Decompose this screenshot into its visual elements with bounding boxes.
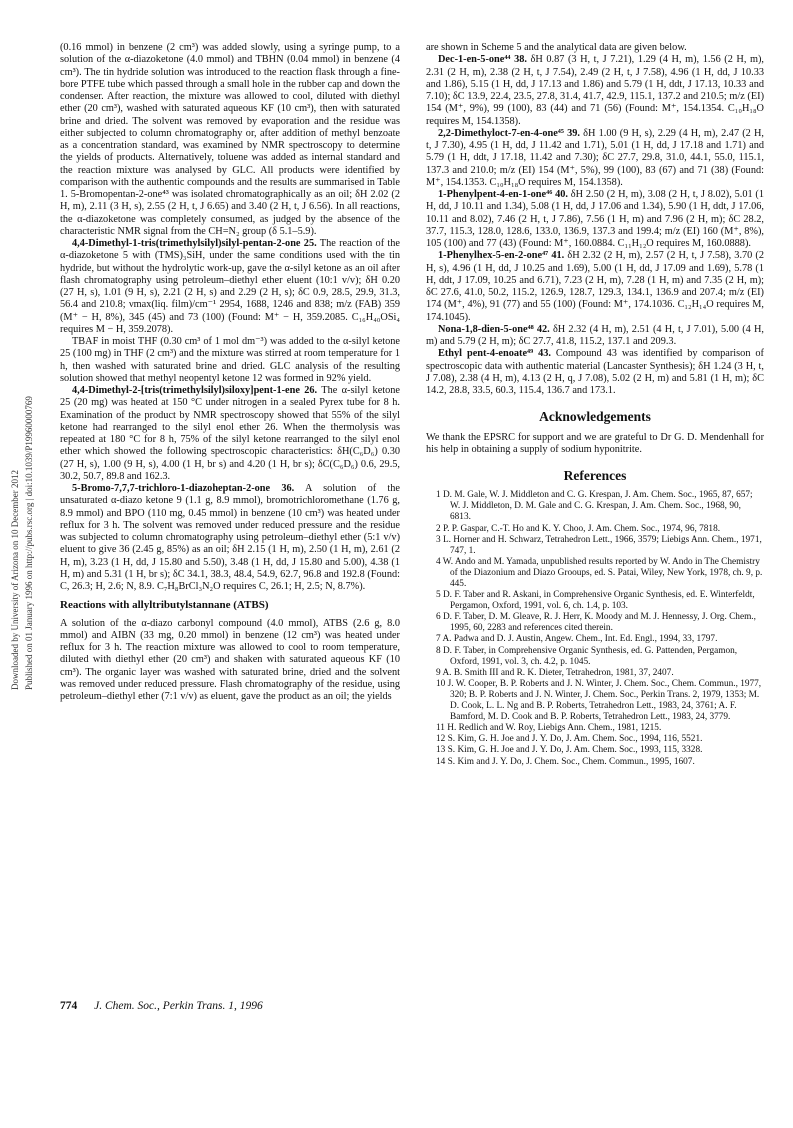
reference-item: 4 W. Ando and M. Yamada, unpublished results reported by W. Ando in The Chemistry of the Diazonium and Diazo Grooups, ed. S. Patai, Wiley, New York, 1978, ch. 9, p. 445. bbox=[436, 556, 763, 589]
compound-39-heading: 2,2-Dimethyloct-7-en-4-one⁴⁵ 39. bbox=[438, 127, 581, 139]
page-number: 774 bbox=[60, 1000, 78, 1012]
download-watermark bbox=[4, 0, 38, 1128]
atbs-procedure: A solution of the α-diazo carbonyl compound (4.0 mmol), ATBS (2.6 g, 8.0 mmol) and AIBN (33 mg, 0.20 mmol) in benzene (12 cm³) was heated under reflux for 3 h. The reaction mixture was allowed to cool to room temperature, diluted with diethyl ether (20 cm³) and shaken with saturated aqueous KF (10 cm³). The organic layer was washed with saturated brine, dried and the solvent was removed under reduced pressure. Flash chromatography of the residue, using petroleum–diethyl ether (7:1 v/v) as eluent, gave the product as an oil; the yields bbox=[60, 617, 400, 702]
reference-item: 3 L. Horner and H. Schwarz, Tetrahedron Lett., 1966, 3579; Liebigs Ann. Chem., 1971, 747, 1. bbox=[436, 534, 762, 556]
reference-item: 6 D. F. Taber, D. M. Gleave, R. J. Herr, K. Moody and M. J. Hennessy, J. Org. Chem., 1995, 60, 2283 and references cited therein. bbox=[436, 612, 756, 634]
scheme-reference: are shown in Scheme 5 and the analytical data are given below. bbox=[426, 42, 687, 53]
compound-41-text: δH 2.32 (2 H, m), 2.57 (2 H, t, J 7.58), 3.70 (2 H, s), 4.96 (1 H, dd, J 10.25 and 1.69), 5.00 (1 H, dd, J 17.09 and 1.69), 5.78 (1 H, ddt, J 17.09, 10.25 and 6.71), 7.23 (2 H, m), 7.28 (1 H, m) and 7.35 (2 H, m); δC 27.6, 41.0, 50.2, 115.2, 126.9, 128.7, 129.3, 134.1, 136.9 and 207.4; m/z (EI) 174 (M⁺, 4%), 91 (77) and 55 (100) (Found: M⁺, 174.1036. C₁₂H₁₄O requires M, 174.1045). bbox=[426, 250, 764, 323]
reference-item: 11 H. Redlich and W. Roy, Liebigs Ann. Chem., 1981, 1215. bbox=[436, 723, 662, 734]
compound-43-heading: Ethyl pent-4-enoate⁴⁹ 43. bbox=[438, 348, 551, 360]
reference-item: 7 A. Padwa and D. J. Austin, Angew. Chem., Int. Ed. Engl., 1994, 33, 1797. bbox=[436, 634, 718, 645]
compound-36-entry bbox=[60, 483, 400, 593]
compound-38-text: δH 0.87 (3 H, t, J 7.21), 1.29 (4 H, m), 1.56 (2 H, m), 2.31 (2 H, m), 2.38 (2 H, t, J 7.54), 2.49 (2 H, t, J 7.58), 4.96 (1 H, dd, J 10.33 and 1.86), 5.15 (1 H, dd, J 17.13 and 1.86) and 5.79 (1 H, ddt, J 17.13, 10.33 and 7.10); δC 13.9, 22.4, 23.5, 27.8, 31.4, 41.7, 42.9, 115.1, 137.2 and 210.5; m/z (EI) 154 (M⁺, 9%), 99 (100), 83 (44) and 71 (56) (Found: M⁺, 154.1354. C₁₀H₁₈O requires M, 154.1358). bbox=[426, 54, 765, 127]
compound-42-text: δH 2.32 (4 H, m), 2.51 (4 H, t, J 7.01), 5.00 (4 H, m) and 5.79 (2 H, m); δC 27.7, 41.8, 115.2, 137.1 and 209.3. bbox=[426, 323, 764, 347]
publication-notice: Published on 01 January 1996 on http://pubs.rsc.org | doi:10.1039/P19960000769 bbox=[24, 396, 34, 690]
compound-25-heading: 4,4-Dimethyl-1-tris(trimethylsilyl)silyl-pentan-2-one 25. bbox=[72, 238, 317, 249]
tbaf-procedure: TBAF in moist THF (0.30 cm³ of 1 mol dm⁻³) was added to the α-silyl ketone 25 (100 mg) in THF (2 cm³) and the mixture was stirred at room temperature for 1 h, then washed with saturated brine and dried. GLC analysis of the resulting solution showed that methyl neopentyl ketone 12 was formed in 92% yield. bbox=[60, 336, 400, 384]
left-column bbox=[60, 42, 400, 703]
journal-citation: J. Chem. Soc., Perkin Trans. 1, 1996 bbox=[94, 1000, 263, 1012]
compound-40-heading: 1-Phenylpent-4-en-1-one⁴⁶ 40. bbox=[438, 189, 568, 200]
compound-36-heading: 5-Bromo-7,7,7-trichloro-1-diazoheptan-2-one 36. bbox=[72, 483, 295, 494]
reference-item: 12 S. Kim, G. H. Joe and J. Y. Do, J. Am. Chem. Soc., 1994, 116, 5521. bbox=[436, 734, 703, 745]
download-notice: Downloaded by University of Arizona on 10 December 2012 bbox=[10, 470, 20, 690]
reference-list bbox=[426, 490, 764, 767]
compound-26-heading: 4,4-Dimethyl-2-[tris(trimethylsilyl)siloxy]pent-1-ene 26. bbox=[72, 385, 318, 396]
compound-42-entry bbox=[426, 324, 764, 349]
compound-42-heading: Nona-1,8-dien-5-one⁴⁸ 42. bbox=[438, 323, 550, 335]
compound-26-entry bbox=[60, 385, 400, 483]
compound-38-entry bbox=[426, 54, 764, 128]
compound-40-text: δH 2.50 (2 H, m), 3.08 (2 H, t, J 8.02), 5.01 (1 H, dd, J 10.11 and 1.34), 5.08 (1 H, dd, J 17.06 and 1.34), 5.90 (1 H, ddt, J 17.06, 10.11 and 8.02), 7.46 (2 H, t, J 7.86), 7.56 (1 H, m) and 7.96 (2 H, m); δC 28.2, 37.7, 115.3, 128.0, 128.6, 133.0, 136.9, 137.3 and 199.4; m/z (EI) 160 (M⁺, 8%), 105 (100) and 77 (43) (Found: M⁺, 160.0884. C₁₁H₁₂O requires M, 160.0888). bbox=[426, 189, 764, 249]
compound-25-entry bbox=[60, 238, 400, 336]
compound-36-text: A solution of the unsaturated α-diazo ketone 9 (1.1 g, 8.9 mmol), bromotrichloromethane (1.76 g, 8.9 mmol) and BPO (110 mg, 0.45 mmol) in benzene (10 cm³) was heated under reflux for 3 h. The solvent was removed under reduced pressure and the residue was subjected to column chromatography using petroleum–diethyl ether (5:1 v/v) eluent to give 36 (2.45 g, 85%) as an oil; δH 2.15 (1 H, m), 2.50 (1 H, m), 2.61 (2 H, m), 3.23 (1 H, dd, J 15.80 and 5.50), 3.48 (1 H, dd, J 15.80 and 5.00), 4.38 (1 H, m) and 5.31 (1 H, br s); δC 34.1, 38.3, 48.4, 54.9, 62.7, 96.8 and 192.8 (Found: C, 26.3; H, 2.6; N, 8.9. C₇H₈BrCl₃N₂O requires C, 26.1; H, 2.5; N, 8.7%). bbox=[60, 483, 400, 592]
compound-41-entry bbox=[426, 250, 764, 324]
reference-item: 5 D. F. Taber and R. Askani, in Comprehensive Organic Synthesis, ed. E. Winterfeldt, Pergamon, Oxford, 1991, vol. 6, ch. 1.4, p. 103. bbox=[436, 590, 755, 612]
reference-item: 8 D. F. Taber, in Comprehensive Organic Synthesis, ed. G. Pattenden, Pergamon, Oxford, 1991, vol. 3, ch. 4.2, p. 1045. bbox=[436, 645, 738, 667]
reference-item: 10 J. W. Cooper, B. P. Roberts and J. N. Winter, J. Chem. Soc., Chem. Commun., 1977, 320; B. P. Roberts and J. N. Winter, J. Chem. Soc., Perkin Trans. 2, 1979, 1353; M. D. Cook, L. L. Ng and B. P. Roberts, Tetrahedron Lett., 1983, 24, 3761; A. F. Bamford, M. D. Cook and B. P. Roberts, Tetrahedron Lett., 1983, 24, 3779. bbox=[436, 678, 762, 723]
compound-38-heading: Dec-1-en-5-one⁴⁴ 38. bbox=[438, 54, 527, 66]
compound-26-text: The α-silyl ketone 25 (20 mg) was heated at 150 °C under nitrogen in a sealed Pyrex tube for 8 h. Examination of the product by NMR spectroscopy showed that 55% of the silyl ketone had rearranged to the silyl enol ether 26. When the thermolysis was repeated at 180 °C for 8 h, 75% of the silyl ketone rearranged to the silyl enol ether which showed the following spectroscopic characteristics: δH(C₆D₆) 0.30 (27 H, s), 1.00 (9 H, s), 4.00 (1 H, br s) and 4.20 (1 H, br s); δC(C₆D₆) 0.6, 29.5, 30.2, 50.7, 89.8 and 162.3. bbox=[60, 385, 400, 482]
acknowledgements-text: We thank the EPSRC for support and we are grateful to Dr G. D. Mendenhall for his help in obtaining a supply of sodium hyponitrite. bbox=[426, 431, 764, 455]
reference-item: 9 A. B. Smith III and R. K. Dieter, Tetrahedron, 1981, 37, 2407. bbox=[436, 667, 674, 678]
references-heading: References bbox=[563, 468, 627, 483]
tin-hydride-procedure: (0.16 mmol) in benzene (2 cm³) was added slowly, using a syringe pump, to a solution of the α-diazoketone (4.0 mmol) and TBHN (0.04 mmol) in benzene (4 cm³). The tin hydride solution was introduced to the reaction flask through a fine-bore PTFE tube which passed through a small hole in the rubber cap and down the condenser. After reaction, the mixture was allowed to cool, diluted with diethyl ether (20 cm³), washed with saturated aqueous KF (10 cm³), then with saturated brine and dried. The solvent was removed by evaporation and the residue was either subjected to column chromatography or, after addition of methyl benzoate as a concentration standard, was examined by NMR spectroscopy to determine the yields of products. Alternatively, toluene was added as internal standard and the reaction mixture was analysed by GLC. All products were identified by comparison with the authentic compounds and the results are summarised in Table 1. 5-Bromopentan-2-one⁴³ was isolated chromatographically as an oil; δH 2.02 (2 H, m), 2.11 (3 H, s), 2.55 (2 H, t, J 6.65) and 3.40 (2 H, t, J 6.56). In all reactions, the α-diazoketone was completely consumed, as judged by the absence of the characteristic NMR signal from the CH=N₂ group (δ 5.1–5.9). bbox=[60, 42, 401, 237]
reference-item: 1 D. M. Gale, W. J. Middleton and C. G. Krespan, J. Am. Chem. Soc., 1965, 87, 657; W. J. Middleton, D. M. Gale and C. G. Krespan, J. Am. Chem. Soc., 1968, 90, 6813. bbox=[436, 490, 753, 523]
compound-40-entry bbox=[426, 189, 764, 250]
reference-item: 14 S. Kim and J. Y. Do, J. Chem. Soc., Chem. Commun., 1995, 1607. bbox=[436, 756, 695, 767]
reference-item: 13 S. Kim, G. H. Joe and J. Y. Do, J. Am. Chem. Soc., 1993, 115, 3328. bbox=[436, 745, 703, 756]
compound-25-text: The reaction of the α-diazoketone 5 with (TMS)₃SiH, under the same conditions used with the tin hydride, but without the hydrolytic work-up, gave the α-silyl ketone as an oil after flash chromatography using petroleum–diethyl ether eluent (10:1 v/v); δH 0.20 (27 H, s), 1.01 (9 H, s), 2.21 (2 H, s) and 2.29 (2 H, s); δC 0.9, 28.5, 29.9, 31.3, 56.4 and 210.8; νmax(liq. film)/cm⁻¹ 2954, 1688, 1246 and 838; m/z (FAB) 359 (M⁺ − H, 8%), 345 (45) and 73 (100) (Found: M⁺ − H, 359.2085. C₁₆H₄₀OSi₄ requires M − H, 359.2078). bbox=[60, 238, 400, 335]
page-footer bbox=[60, 1000, 263, 1012]
reference-item: 2 P. P. Gaspar, C.-T. Ho and K. Y. Choo, J. Am. Chem. Soc., 1974, 96, 7818. bbox=[436, 523, 721, 534]
atbs-section-heading: Reactions with allyltributylstannane (ATBS) bbox=[60, 599, 269, 612]
compound-41-heading: 1-Phenylhex-5-en-2-one⁴⁷ 41. bbox=[438, 250, 565, 262]
compound-39-text: δH 1.00 (9 H, s), 2.29 (4 H, m), 2.47 (2 H, t, J 7.30), 4.95 (1 H, dd, J 11.42 and 1.71), 5.01 (1 H, dd, J 17.18 and 1.71) and 5.79 (1 H, ddt, J 17.18, 11.42 and 7.30); δC 27.7, 29.8, 31.0, 44.1, 55.0, 115.1, 137.3 and 210.0; m/z (EI) 154 (M⁺, 5%), 99 (100), 83 (67) and 71 (38) (Found: M⁺, 154.1353. C₁₀H₁₈O requires M, 154.1358). bbox=[426, 127, 764, 188]
compound-43-text: Compound 43 was identified by comparison of spectroscopic data with authentic material (Lancaster Synthesis); δH 1.24 (3 H, t, J 7.08), 2.38 (4 H, m), 4.13 (2 H, q, J 7.08), 5.02 (2 H, m) and 5.81 (1 H, m); δC 14.2, 28.8, 33.5, 60.3, 115.4, 136.7 and 173.1. bbox=[426, 348, 764, 396]
compound-43-entry bbox=[426, 348, 764, 397]
right-column bbox=[426, 42, 764, 768]
acknowledgements-heading: Acknowledgements bbox=[539, 409, 651, 425]
compound-39-entry bbox=[426, 128, 764, 189]
